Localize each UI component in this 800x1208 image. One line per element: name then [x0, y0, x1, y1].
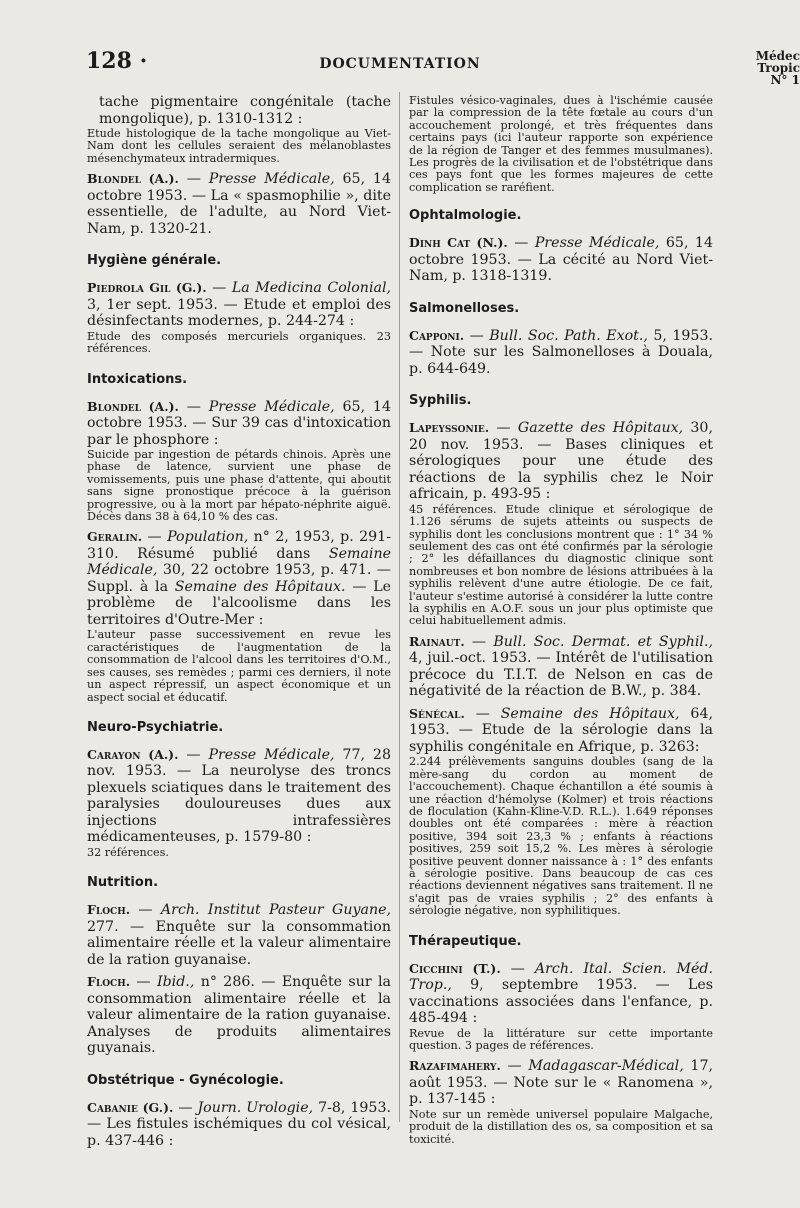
- entry-author: Cabanie (G.).: [87, 1099, 174, 1115]
- entry-abstract: L'auteur passe successivement en revue les caractéristiques de l'augmentation de la consommation de l'alcool dans les territoires d'O.M., ses causes, ses remèdes ; parmi ces derniers, il note un aspect répressif, un aspect économique et un aspect social et éducatif.: [87, 628, 391, 704]
- corner-line: Tropic: [757, 61, 800, 75]
- entry-abstract: Revue de la littérature sur cette importante question. 3 pages de références.: [409, 1026, 713, 1052]
- entry-journal: Arch. Institut Pasteur Guyane,: [160, 902, 391, 919]
- corner-line: N° 1: [770, 73, 800, 86]
- bibliography-entry: Floch. — Arch. Institut Pasteur Guyane, 277. — Enquête sur la consommation alimentaire réelle et la valeur alimentaire de la ration guyanaise.: [87, 902, 391, 968]
- left-column: [87, 94, 391, 1155]
- bibliography-entry: Piedrola Gil (G.). — La Medicina Colonial, 3, 1er sept. 1953. — Etude et emploi des désinfectants modernes, p. 244-274 : Etude des composés mercuriels organiques. 23 références.: [87, 280, 391, 356]
- entry-text: 65, 14 octobre 1953. — La cécité au Nord Viet-Nam, p. 1318-1319.: [409, 235, 713, 285]
- entry-text: — Le problème de l'alcoolisme dans les territoires d'Outre-Mer :: [87, 578, 392, 628]
- bibliography-entry: [87, 94, 391, 165]
- right-column: [409, 94, 713, 1152]
- page-number: 128 ·: [86, 48, 148, 74]
- entry-author: Blondel (A.).: [87, 398, 179, 414]
- bibliography-entry: Floch. — Ibid., n° 286. — Enquête sur la consommation alimentaire réelle et la valeur alimentaire de la ration guyanaise. Analyses de produits alimentaires guyanais.: [87, 974, 391, 1057]
- entry-journal: La Medicina Colonial,: [231, 280, 391, 297]
- entry-journal: Population,: [167, 529, 249, 546]
- entry-author: Floch.: [87, 902, 131, 918]
- entry-text: 9, septembre 1953. — Les vaccinations associées dans l'enfance, p. 485-494 :: [409, 977, 714, 1027]
- entry-abstract: Suicide par ingestion de pétards chinois. Après une phase de latence, survient une phase de vomissements, puis une phase d'attente, qui aboutit sans signe pronostique précoce à la guérison progressive, ou à la mort par hépato-néphrite aiguë. Décès dans 38 à 64,10 % des cas.: [87, 448, 391, 524]
- bibliography-entry: Lapeyssonie. — Gazette des Hôpitaux, 30, 20 nov. 1953. — Bases cliniques et sérologiques pour une étude des réactions de la syphilis chez le Noir africain, p. 493-95 : 45 références. Etude clinique et sérologique de 1.126 sérums de sujets atteints ou suspects de syphilis dont les conclusions montrent que : 1° 34 % seulement des cas ont été confirmés par la sérologie ; 2° les défaillances du diagnostic clinique sont nombreuses et bon nombre de lésions attribuées à la syphilis relèvent d'une autre étiologie. De ce fait, l'auteur s'estime autorisé à considérer la lutte contre la syphilis en A.O.F. sous un jour plus optimiste que celui habituellement admis.: [409, 420, 713, 628]
- entry-text: 30, 22 octobre 1953, p. 471. — Suppl. à la: [87, 562, 391, 595]
- entry-text: 5, 1953. — Note sur les Salmonelloses à Douala, p. 644-649.: [409, 327, 713, 377]
- entry-author: Blondel (A.).: [87, 171, 179, 187]
- entry-text: 4, juil.-oct. 1953. — Intérêt de l'utilisation précoce du T.I.T. de Nelson en cas de négativité de la réaction de B.W., p. 384.: [409, 650, 713, 700]
- bibliography-entry: [409, 95, 713, 194]
- entry-author: Capponi.: [409, 327, 465, 343]
- bibliography-entry: Razafimahery. — Madagascar-Médical, 17, août 1953. — Note sur le « Ranomena », p. 137-145 : Note sur un remède universel populaire Malgache, produit de la distillation des os, sa composition et sa toxicité.: [409, 1058, 713, 1146]
- entry-text: n° 286. — Enquête sur la consommation alimentaire réelle et la valeur alimentaire de la ration guyanaise. Analyses de produits alimentaires guyanais.: [87, 974, 391, 1057]
- entry-journal: Presse Médicale,: [208, 398, 335, 415]
- entry-text: 65, 14 octobre 1953. — Sur 39 cas d'intoxication par le phosphore :: [87, 398, 391, 448]
- section-heading: Nutrition.: [87, 875, 159, 891]
- entry-author: Dinh Cat (N.).: [409, 235, 508, 251]
- entry-abstract: 32 références.: [87, 845, 169, 859]
- section-heading: Salmonelloses.: [409, 300, 520, 316]
- entry-journal: Bull. Soc. Dermat. et Syphil.,: [493, 633, 713, 650]
- entry-text: tache pigmentaire congénitale (tache mongolique), p. 1310-1312 :: [99, 94, 391, 127]
- entry-journal: Presse Médicale,: [208, 171, 335, 188]
- bibliography-entry: Geralin. — Population, n° 2, 1953, p. 291-310. Résumé publié dans Semaine Médicale, 30, 22 octobre 1953, p. 471. — Suppl. à la Semaine des Hôpitaux. — Le problème de l'alcoolisme dans les territoires d'Outre-Mer : L'auteur passe successivement en revue les caractéristiques de l'augmentation de la consommation de l'alcool dans les territoires d'O.M., ses causes, ses remèdes ; parmi ces derniers, il note un aspect répressif, un aspect économique et un aspect social et éducatif.: [87, 529, 392, 704]
- section-heading: Obstétrique - Gynécologie.: [87, 1072, 284, 1088]
- entry-text: 64, 1953. — Etude de la sérologie dans la syphilis congénitale en Afrique, p. 3263:: [409, 705, 713, 755]
- section-heading: Thérapeutique.: [409, 933, 522, 949]
- bibliography-entry: Dinh Cat (N.). — Presse Médicale, 65, 14 octobre 1953. — La cécité au Nord Viet-Nam, p. 1318-1319.: [409, 235, 713, 285]
- entry-author: Lapeyssonie.: [409, 420, 490, 436]
- bibliography-entry: Carayon (A.). — Presse Médicale, 77, 28 nov. 1953. — La neurolyse des troncs plexuels sciatiques dans le traitement des paralysies douloureuses dues aux injections intrafessières médicamenteuses, p. 1579-80 : 32 références.: [87, 746, 391, 859]
- entry-author: Carayon (A.).: [87, 746, 179, 762]
- section-heading: Intoxications.: [87, 371, 188, 387]
- entry-text: n° 2, 1953, p. 291-310. Résumé publié dans: [87, 529, 391, 562]
- entry-journal: Journ. Urologie,: [197, 1099, 314, 1116]
- entry-journal: Bull. Soc. Path. Exot.,: [489, 327, 648, 344]
- entry-author: Cicchini (T.).: [409, 960, 501, 976]
- bibliography-entry: Cicchini (T.). — Arch. Ital. Scien. Méd. Trop., 9, septembre 1953. — Les vaccinations associées dans l'enfance, p. 485-494 : Revue de la littérature sur cette importante question. 3 pages de références.: [409, 960, 714, 1052]
- running-title: DOCUMENTATION: [319, 56, 481, 72]
- entry-text: 77, 28 nov. 1953. — La neurolyse des troncs plexuels sciatiques dans le traitement des paralysies douloureuses dues aux injections intrafessières médicamenteuses, p. 1579-80 :: [87, 746, 391, 846]
- section-heading: Ophtalmologie.: [409, 208, 522, 224]
- entry-text: 30, 20 nov. 1953. — Bases cliniques et sérologiques pour une étude des réactions de la syphilis chez le Noir africain, p. 493-95 :: [409, 420, 713, 503]
- bibliography-entry: Sénécal. — Semaine des Hôpitaux, 64, 1953. — Etude de la sérologie dans la syphilis congénitale en Afrique, p. 3263: 2.244 prélèvements sanguins doubles (sang de la mère-sang du cordon au moment de l'accouchement). Chaque échantillon a été soumis à une réaction d'hémolyse (Kolmer) et trois réactions de floculation (Kahn-Kline-V.D. R.L.). 1.649 réponses doubles ont été comparées : mère à réaction positive, 394 soit 23,3 % ; enfants à réactions positives, 259 soit 15,2 %. Les mères à sérologie positive peuvent donner naissance à : 1° des enfants à sérologie positive. Dans beaucoup de cas ces réactions deviennent négatives sans traitement. Il ne s'agit pas de vraies syphilis ; 2° des enfants à sérologie négative, non syphilitiques.: [409, 705, 713, 918]
- entry-author: Floch.: [87, 974, 131, 990]
- entry-text: 277. — Enquête sur la consommation alimentaire réelle et la valeur alimentaire de la ration guyanaise.: [87, 918, 391, 968]
- entry-abstract: 2.244 prélèvements sanguins doubles (sang de la mère-sang du cordon au moment de l'accouchement). Chaque échantillon a été soumis à une réaction d'hémolyse (Kolmer) et trois réactions de floculation (Kahn-Kline-V.D. R.L.). 1.649 réponses doubles ont été comparées : mère à réaction positive, 394 soit 23,3 % ; enfants à réactions positives, 259 soit 15,2 %. Les mères à sérologie positive peuvent donner naissance à : 1° des enfants à sérologie positive. Dans beaucoup de cas ces réactions deviennent négatives sans traitement. Il ne s'agit pas de vraies syphilis ; 2° des enfants à sérologie négative, non syphilitiques.: [409, 755, 713, 918]
- entry-journal: Ibid.,: [157, 974, 195, 991]
- entry-text: 7-8, 1953. — Les fistules ischémiques du col vésical, p. 437-446 :: [87, 1099, 391, 1149]
- entry-journal: Arch. Ital. Scien. Méd. Trop.,: [409, 960, 713, 994]
- entry-journal: Presse Médicale,: [534, 235, 660, 252]
- entry-abstract: 45 références. Etude clinique et sérologique de 1.126 sérums de sujets atteints ou suspects de syphilis dont les conclusions montrent que : 1° 34 % seulement des cas ont été confirmés par la sérologie ; 2° les défaillances du diagnostic clinique sont nombreuses et bon nombre de lésions attribuées à la syphilis relèvent d'une autre étiologie. De ce fait, l'auteur s'estime autorisé à considérer la lutte contre la syphilis en A.O.F. sous un jour plus optimiste que celui habituellement admis.: [409, 502, 713, 628]
- entry-abstract: Etude des composés mercuriels organiques. 23 références.: [87, 329, 391, 356]
- entry-journal: Madagascar-Médical,: [528, 1058, 684, 1075]
- bibliography-entry: Capponi. — Bull. Soc. Path. Exot., 5, 1953. — Note sur les Salmonelloses à Douala, p. 644-649.: [409, 327, 713, 377]
- column-divider: [399, 92, 400, 1122]
- entry-abstract: Note sur un remède universel populaire Malgache, produit de la distillation des os, sa composition et sa toxicité.: [409, 1107, 713, 1146]
- entry-journal: Presse Médicale,: [208, 746, 335, 763]
- bibliography-entry: Rainaut. — Bull. Soc. Dermat. et Syphil., 4, juil.-oct. 1953. — Intérêt de l'utilisation précoce du T.I.T. de Nelson en cas de négativité de la réaction de B.W., p. 384.: [409, 633, 713, 700]
- section-heading: Hygiène générale.: [87, 253, 222, 269]
- corner-line: Médec: [755, 50, 800, 63]
- bibliography-entry: Blondel (A.). — Presse Médicale, 65, 14 octobre 1953. — Sur 39 cas d'intoxication par le phosphore : Suicide par ingestion de pétards chinois. Après une phase de latence, survient une phase de vomissements, puis une phase d'attente, qui aboutit sans signe pronostique précoce à la guérison progressive, ou à la mort par hépato-néphrite aiguë. Décès dans 38 à 64,10 % des cas.: [87, 398, 391, 524]
- entry-text: 3, 1er sept. 1953. — Etude et emploi des désinfectants modernes, p. 244-274 :: [87, 296, 391, 330]
- bibliography-entry: Cabanie (G.). — Journ. Urologie, 7-8, 1953. — Les fistules ischémiques du col vésical, p. 437-446 :: [87, 1099, 391, 1149]
- entry-journal: Gazette des Hôpitaux,: [517, 420, 684, 437]
- entry-author: Rainaut.: [409, 633, 465, 649]
- section-heading: Syphilis.: [409, 393, 472, 409]
- bibliography-entry: Blondel (A.). — Presse Médicale, 65, 14 octobre 1953. — La « spasmophilie », dite essentielle, de l'adulte, au Nord Viet-Nam, p. 1320-21.: [87, 171, 391, 237]
- entry-author: Sénécal.: [409, 705, 465, 721]
- entry-text: 65, 14 octobre 1953. — La « spasmophilie », dite essentielle, de l'adulte, au Nord Viet-Nam, p. 1320-21.: [87, 171, 391, 237]
- entry-abstract: Etude histologique de la tache mongolique au Viet-Nam dont les cellules seraient des mélanoblastes mésenchymateux intradermiques.: [87, 127, 391, 165]
- entry-author: Geralin.: [87, 529, 143, 545]
- entry-journal: Semaine des Hôpitaux.: [174, 578, 346, 595]
- section-heading: Neuro-Psychiatrie.: [87, 719, 224, 735]
- entry-journal: Semaine Médicale,: [87, 545, 391, 579]
- entry-author: Piedrola Gil (G.).: [87, 280, 207, 296]
- entry-journal: Semaine des Hôpitaux,: [500, 705, 680, 722]
- entry-text: 17, août 1953. — Note sur le « Ranomena », p. 137-145 :: [409, 1058, 713, 1108]
- journal-corner-label: [744, 50, 800, 86]
- entry-author: Razafimahery.: [409, 1058, 501, 1074]
- entry-abstract: Fistules vésico-vaginales, dues à l'ischémie causée par la compression de la tête fœtale au cours d'un accouchement prolongé, et très fréquentes dans certains pays (ici l'auteur rapporte son expérience de la région de Tanger et des femmes musulmanes). Les progrès de la civilisation et de l'obstétrique dans ces pays font que les formes majeures de cette complication se raréfient.: [409, 94, 713, 194]
